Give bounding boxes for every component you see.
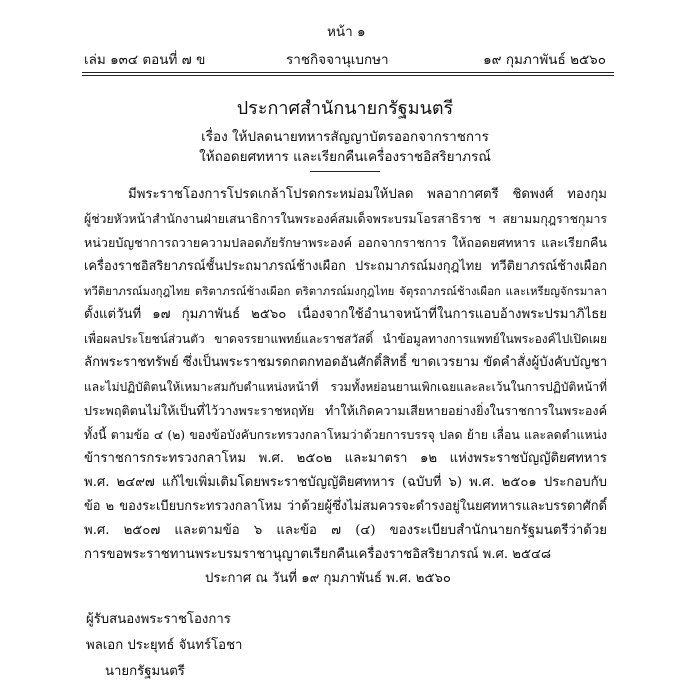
title-underline (310, 171, 380, 172)
body-line: มีพระราชโองการโปรดเกล้าโปรดกระหม่อมให้ปลด พลอากาศตรี ชิดพงศ์ ทองกุม (128, 187, 607, 202)
body-line: ลักพระราชทรัพย์ ซึ่งเป็นพระราชมรดกตกทอดอันศักดิ์สิทธิ์ ขาดเวรยาม ขัดคำสั่งผู้บังคับบัญชา (84, 355, 607, 370)
header-rule-bottom (82, 75, 614, 76)
gazette-name: ราชกิจจานุเบกษา (286, 52, 389, 68)
subject-line-2: ให้ถอดยศทหาร และเรียกคืนเครื่องราชอิสริยาภรณ์ (199, 149, 491, 165)
header-date: ๑๙ กุมภาพันธ์ ๒๕๖๐ (483, 52, 606, 68)
body-line: เครื่องราชอิสริยาภรณ์ชั้นประถมาภรณ์ช้างเผือก ประถมาภรณ์มงกุฎไทย ทวีติยาภรณ์ช้างเผือก (84, 259, 607, 274)
signatory-name: พลเอก ประยุทธ์ จันทร์โอชา (86, 638, 243, 653)
body-line: ข้าราชการกระทรวงกลาโหม พ.ศ. ๒๕๐๒ และมาตรา ๑๒ แห่งพระราชบัญญัติยศทหาร (84, 451, 607, 466)
announcement-title: ประกาศสำนักนายกรัฐมนตรี (236, 98, 454, 119)
signatory-title: นายกรัฐมนตรี (105, 664, 185, 679)
body-line: หน่วยบัญชาการถวายความปลอดภัยรักษาพระองค์ ออกจากราชการ ให้ถอดยศทหาร และเรียกคืน (84, 235, 607, 250)
body-line: เพื่อผลประโยชน์ส่วนตัว ขาดจรรยาแพทย์และราชสวัสดิ์ นำข้อมูลทางการแพทย์ในพระองค์ไปเปิดเผย (84, 332, 607, 346)
body-line: และไม่ปฏิบัติตนให้เหมาะสมกับตำแหน่งหน้าที่ รวมทั้งหย่อนยานเพิกเฉยและละเว้นในการปฏิบัติหน้าที่ (84, 380, 607, 394)
body-line: ทั้งนี้ ตามข้อ ๔ (๒) ของข้อบังคับกระทรวงกลาโหมว่าด้วยการบรรจุ ปลด ย้าย เลื่อน และลดตำแหน่ง (84, 428, 607, 442)
page-number: หน้า ๑ (327, 24, 366, 40)
body-line: ผู้ช่วยหัวหน้าสำนักงานฝ่ายเสนาธิการในพระองค์สมเด็จพระบรมโอรสาธิราช ฯ สยามมกุฎราชกุมาร (84, 212, 607, 226)
countersign-label: ผู้รับสนองพระราชโองการ (86, 612, 231, 627)
given-date: ประกาศ ณ วันที่ ๑๙ กุมภาพันธ์ พ.ศ. ๒๕๖๐ (205, 571, 451, 586)
body-line: พ.ศ. ๒๕๐๗ และตามข้อ ๖ และข้อ ๗ (๔) ของระเบียบสำนักนายกรัฐมนตรีว่าด้วย (84, 523, 607, 538)
body-line: การขอพระราชทานพระบรมราชานุญาตเรียกคืนเครื่องราชอิสริยาภรณ์ พ.ศ. ๒๕๔๘ (84, 547, 552, 562)
body-line: ทวีติยาภรณ์มงกุฎไทย ตริตาภรณ์ช้างเผือก ตริตาภรณ์มงกุฎไทย จัตุรถาภรณ์ช้างเผือก และเหรียญจักรมาลา (84, 284, 607, 298)
header-rule-top (82, 72, 614, 73)
body-line: ประพฤติตนไม่ให้เป็นที่ไว้วางพระราชหฤทัย ทำให้เกิดความเสียหายอย่างยิ่งในราชการในพระองค์ (84, 403, 607, 418)
volume-issue: เล่ม ๑๓๔ ตอนที่ ๗ ข (84, 52, 206, 68)
body-line: ตั้งแต่วันที่ ๑๗ กุมภาพันธ์ ๒๕๖๐ เนื่องจากใช้อำนาจหน้าที่ในการแอบอ้างพระปรมาภิไธย (84, 307, 607, 322)
body-line: ข้อ ๒ ของระเบียบกระทรวงกลาโหม ว่าด้วยผู้ซึ่งไม่สมควรจะดำรงอยู่ในยศทหารและบรรดาศักดิ์ (84, 499, 607, 514)
body-line: พ.ศ. ๒๔๙๗ แก้ไขเพิ่มเติมโดยพระราชบัญญัติยศทหาร (ฉบับที่ ๖) พ.ศ. ๒๕๐๑ ประกอบกับ (84, 475, 607, 490)
subject-line-1: เรื่อง ให้ปลดนายทหารสัญญาบัตรออกจากราชการ (201, 129, 489, 145)
